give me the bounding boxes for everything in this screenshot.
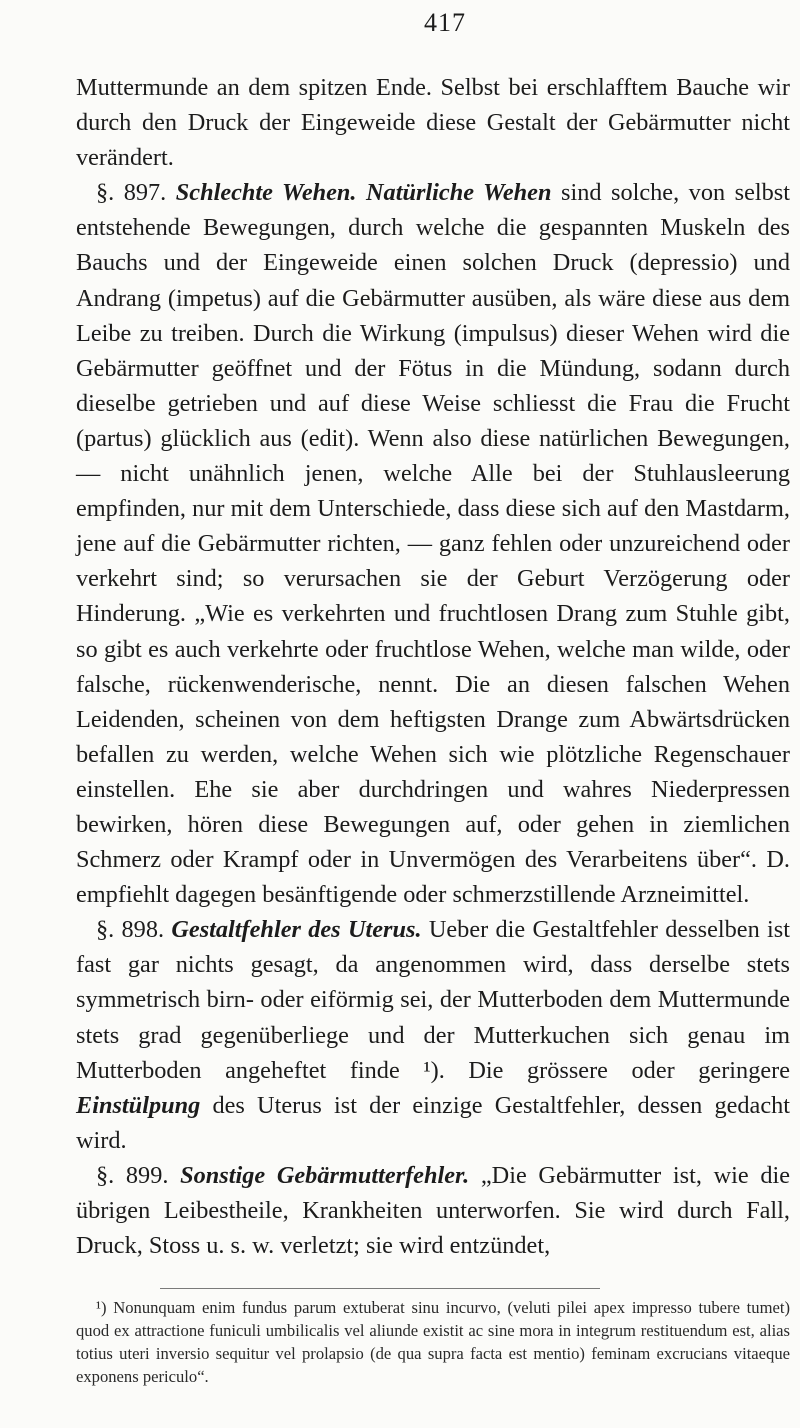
section-text: des Uterus ist der einzige Gestaltfehler, dessen gedacht wird. — [76, 1091, 790, 1154]
footnote-divider — [160, 1288, 600, 1289]
section-899 — [76, 1158, 790, 1263]
section-text: Ueber die Gestaltfehler desselben ist fast gar nichts gesagt, da angenommen wird, dass derselbe stets symmetrisch birn- oder eiförmig sei, der Mutterboden dem Muttermunde stets grad gegenüberliege und der Mutterkuchen sich genau im Mutterboden angeheftet finde — [76, 916, 790, 1084]
section-898 — [76, 912, 790, 1158]
section-text: „Die Gebärmutter ist, wie die übrigen Leibestheile, Krankheiten unterworfen. Sie wird durch Fall, Druck, Stoss u. s. w. verletzt; sie wird entzündet, — [76, 1161, 791, 1260]
section-heading: Schlechte Wehen. Natürliche Wehen — [175, 179, 552, 207]
main-text — [76, 70, 790, 1263]
section-heading: Gestaltfehler des Uterus. — [171, 916, 422, 944]
section-text: . Die grössere oder geringere — [438, 1056, 791, 1084]
paragraph-text: Muttermunde an dem spitzen Ende. Selbst bei erschlafftem Bauche wir durch den Druck der Eingeweide diese Gestalt der Gebärmutter nicht verändert. — [76, 74, 790, 172]
footnote — [76, 1296, 790, 1388]
section-text: sind solche, von selbst entstehende Bewegungen, durch welche die gespannten Muskeln des Bauchs und der Eingeweide einen solchen Druck (depressio) und Andrang (impetus) auf die Gebärmutter ausüben, als wäre diese aus dem Leibe zu treiben. Durch die Wirkung (impulsus) dieser Wehen wird die Gebärmutter geöffnet und der Fötus in die Mündung, sodann durch dieselbe getrieben und auf diese Weise schliesst die Frau die Frucht (partus) glücklich aus (edit). Wenn also diese natürlichen Bewegungen, — nicht unähnlich jenen, welche Alle bei der Stuhlausleerung empfinden, nur mit dem Unterschiede, dass diese sich auf den Mastdarm, jene auf die Gebärmutter richten, — ganz fehlen oder unzureichend oder verkehrt sind; so verursachen sie der Geburt Verzögerung oder Hinderung. „Wie es verkehrten und fruchtlosen Drang zum Stuhle gibt, so gibt es auch verkehrte oder fruchtlose Wehen, welche man wilde, oder falsche, rückenwenderische, nennt. Die an diesen falschen Wehen Leidenden, scheinen von dem heftigsten Drange zum Abwärtsdrücken befallen zu werden, welche Wehen sich wie plötzliche Regenschauer einstellen. Ehe sie aber durchdringen und wahres Niederpressen bewirken, hören diese Bewegungen auf, oder gehen in ziemlichen Schmerz oder Krampf oder in Unvermögen des Verarbeitens über“. D. empfiehlt dagegen besänftigende oder schmerzstillende Arzneimittel. — [76, 179, 790, 909]
paragraph-continuation — [76, 70, 790, 175]
footnote-reference: ¹) — [423, 1056, 439, 1084]
emphasized-term: Einstülpung — [76, 1091, 201, 1119]
footnote-text: Nonunquam enim fundus parum extuberat sinu incurvo, (veluti pilei apex impresso tubere tumet) quod ex attractione funiculi umbilicalis vel aliunde existit ac sine mora in integrum restituendum est, alias totius uteri inversio sequitur vel prolapsio (de qua supra facta est mentio) feminam excrucians vitaeque exponens periculo“. — [76, 1298, 790, 1386]
section-number: §. 897. — [96, 179, 167, 207]
section-number: §. 898. — [96, 916, 165, 944]
section-number: §. 899. — [96, 1161, 169, 1189]
section-897 — [76, 175, 790, 912]
footnote-paragraph — [76, 1296, 790, 1388]
footnote-marker: ¹) — [96, 1298, 107, 1317]
section-heading: Sonstige Gebärmutterfehler. — [180, 1161, 470, 1189]
page-number: 417 — [424, 8, 466, 37]
